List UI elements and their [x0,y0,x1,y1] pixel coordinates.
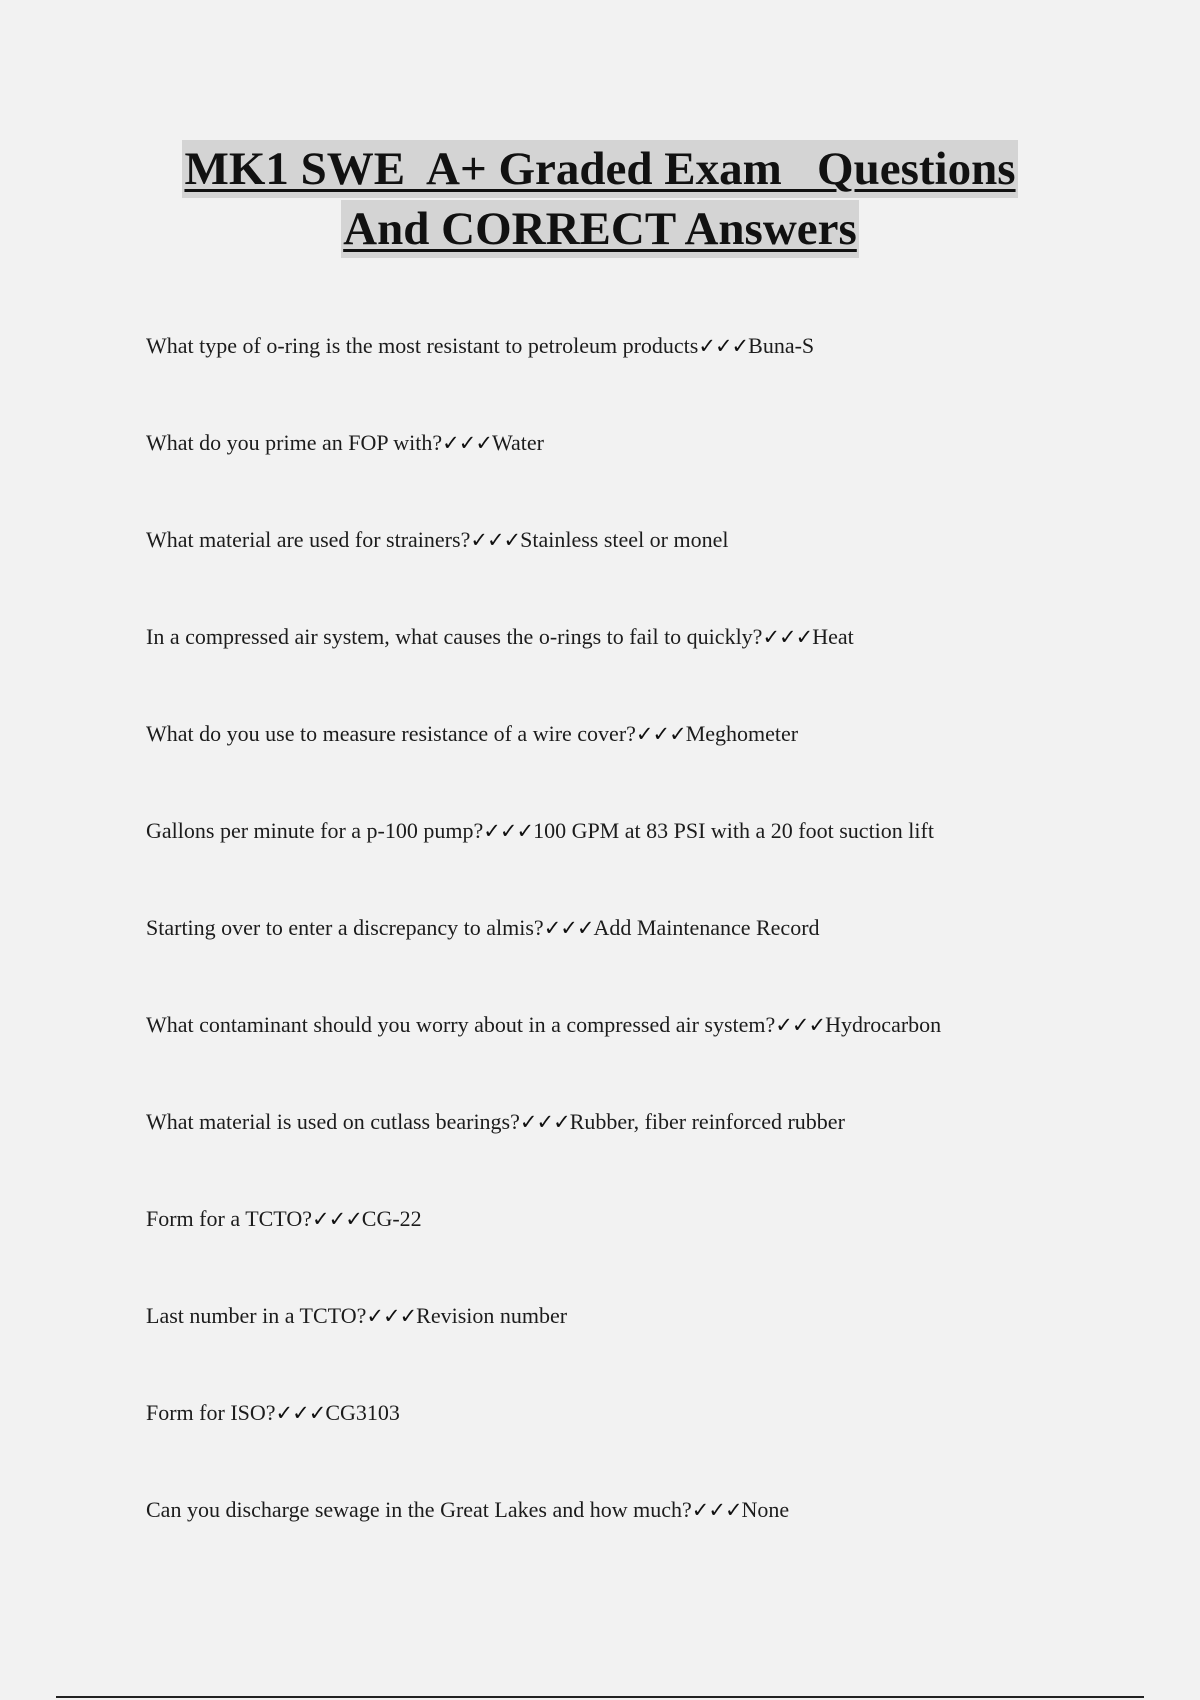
document-title [100,140,1100,258]
checkmark-icon: ✓✓✓ [698,334,749,358]
title-line-2: And CORRECT Answers [341,200,859,258]
checkmark-icon: ✓✓✓ [483,819,534,843]
qa-item [146,326,1146,423]
question-text: What contaminant should you worry about in a compressed air system? [146,1012,776,1037]
checkmark-icon: ✓✓✓ [275,1401,326,1425]
qa-item [146,423,1146,520]
answer-text: None [741,1497,790,1522]
question-text: Form for ISO? [146,1400,276,1425]
question-text: In a compressed air system, what causes the o-rings to fail to quickly? [146,624,763,649]
question-text: What material are used for strainers? [146,527,471,552]
checkmark-icon: ✓✓✓ [635,722,686,746]
checkmark-icon: ✓✓✓ [519,1110,570,1134]
answer-text: CG-22 [361,1206,422,1231]
page-bottom-divider [56,1696,1144,1698]
answer-text: Buna-S [748,333,815,358]
checkmark-icon: ✓✓✓ [543,916,594,940]
answer-text: Hydrocarbon [825,1012,942,1037]
qa-item [146,908,1146,1005]
checkmark-icon: ✓✓✓ [470,528,521,552]
question-text: What material is used on cutlass bearings? [146,1109,520,1134]
question-text: What do you prime an FOP with? [146,430,443,455]
answer-text: 100 GPM at 83 PSI with a 20 foot suction lift [533,818,934,843]
qa-list [146,326,1146,1587]
qa-item [146,617,1146,714]
question-text: Gallons per minute for a p-100 pump? [146,818,484,843]
checkmark-icon: ✓✓✓ [312,1207,362,1231]
checkmark-icon: ✓✓✓ [691,1498,742,1522]
question-text: Last number in a TCTO? [146,1303,367,1328]
qa-item [146,520,1146,617]
answer-text: Rubber, fiber reinforced rubber [569,1109,845,1134]
answer-text: Revision number [416,1303,568,1328]
title-line-1: MK1 SWE A+ Graded Exam Questions [182,140,1017,198]
qa-item [146,1296,1146,1393]
answer-text: Meghometer [685,721,799,746]
question-text: Can you discharge sewage in the Great Lakes and how much? [146,1497,692,1522]
answer-text: Stainless steel or monel [520,527,729,552]
answer-text: CG3103 [325,1400,400,1425]
qa-item [146,811,1146,908]
answer-text: Water [491,430,544,455]
answer-text: Heat [812,624,854,649]
qa-item [146,1199,1146,1296]
answer-text: Add Maintenance Record [593,915,820,940]
checkmark-icon: ✓✓✓ [762,625,813,649]
qa-item [146,1490,1146,1587]
question-text: Starting over to enter a discrepancy to almis? [146,915,544,940]
qa-item [146,1393,1146,1490]
question-text: Form for a TCTO? [146,1206,312,1231]
qa-item [146,1102,1146,1199]
checkmark-icon: ✓✓✓ [775,1013,826,1037]
question-text: What do you use to measure resistance of a wire cover? [146,721,636,746]
checkmark-icon: ✓✓✓ [366,1304,417,1328]
question-text: What type of o-ring is the most resistant to petroleum products [146,333,699,358]
qa-item [146,1005,1146,1102]
checkmark-icon: ✓✓✓ [442,431,492,455]
qa-item [146,714,1146,811]
